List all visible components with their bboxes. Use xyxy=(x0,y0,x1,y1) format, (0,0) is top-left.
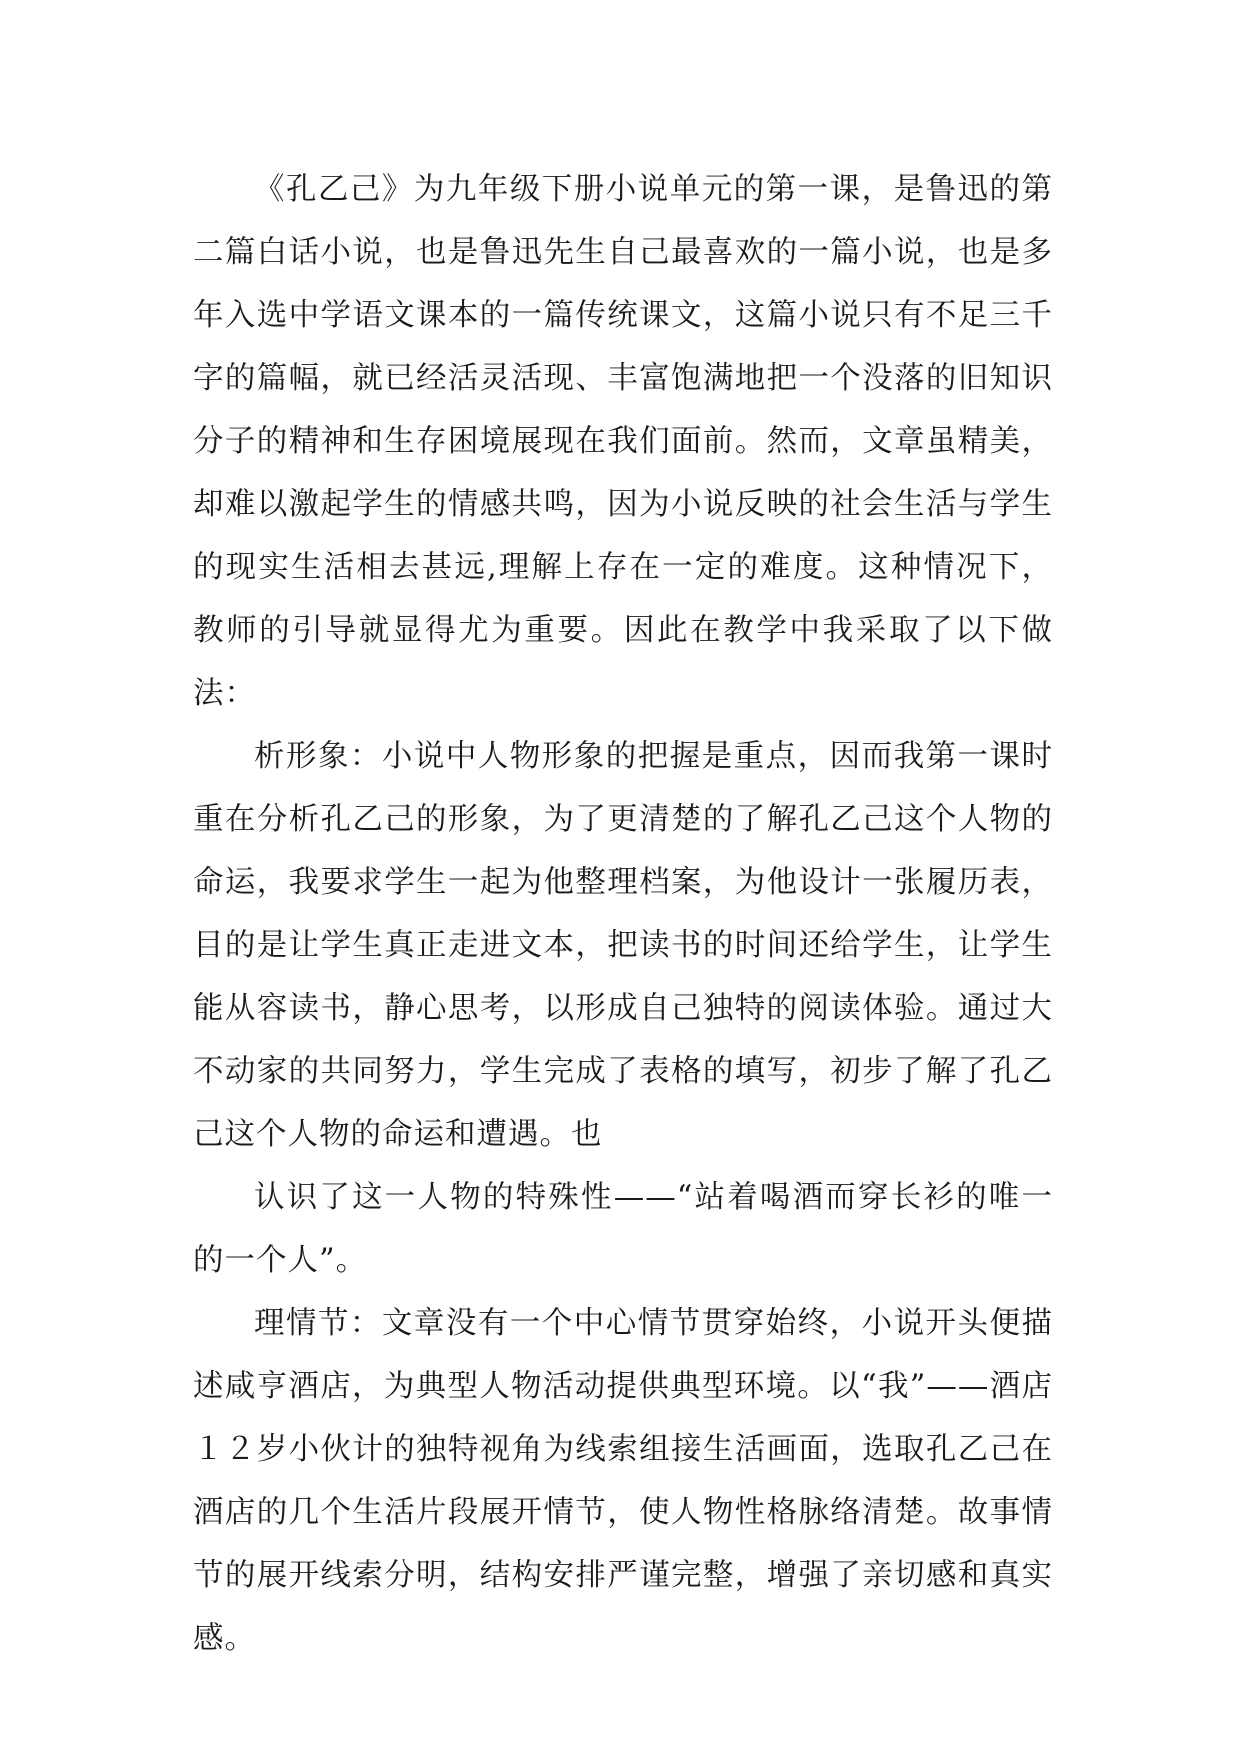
paragraph-analyze-image: 析形象：小说中人物形象的把握是重点，因而我第一课时重在分析孔乙己的形象，为了更清楚的了解孔乙己这个人物的命运，我要求学生一起为他整理档案，为他设计一张履历表，目的是让学生真正走进文本，把读书的时间还给学生，让学生能从容读书，静心思考，以形成自己独特的阅读体验。通过大不动家的共同努力，学生完成了表格的填写，初步了解了孔乙己这个人物的命运和遭遇。也 xyxy=(193,739,1053,1152)
document-page xyxy=(193,158,1053,1670)
paragraph-character-trait: 认识了这一人物的特殊性——“站着喝酒而穿长衫的唯一的一个人”。 xyxy=(193,1180,1053,1278)
paragraph-plot: 理情节：文章没有一个中心情节贯穿始终，小说开头便描述咸亨酒店，为典型人物活动提供典型环境。以“我”——酒店１２岁小伙计的独特视角为线索组接生活画面，选取孔乙己在酒店的几个生活片段展开情节，使人物性格脉络清楚。故事情节的展开线索分明，结构安排严谨完整，增强了亲切感和真实感。 xyxy=(193,1306,1053,1656)
paragraph-intro: 《孔乙己》为九年级下册小说单元的第一课，是鲁迅的第二篇白话小说，也是鲁迅先生自己最喜欢的一篇小说，也是多年入选中学语文课本的一篇传统课文，这篇小说只有不足三千字的篇幅，就已经活灵活现、丰富饱满地把一个没落的旧知识分子的精神和生存困境展现在我们面前。然而，文章虽精美，却难以激起学生的情感共鸣，因为小说反映的社会生活与学生的现实生活相去甚远,理解上存在一定的难度。这种情况下，教师的引导就显得尤为重要。因此在教学中我采取了以下做法： xyxy=(193,172,1053,711)
